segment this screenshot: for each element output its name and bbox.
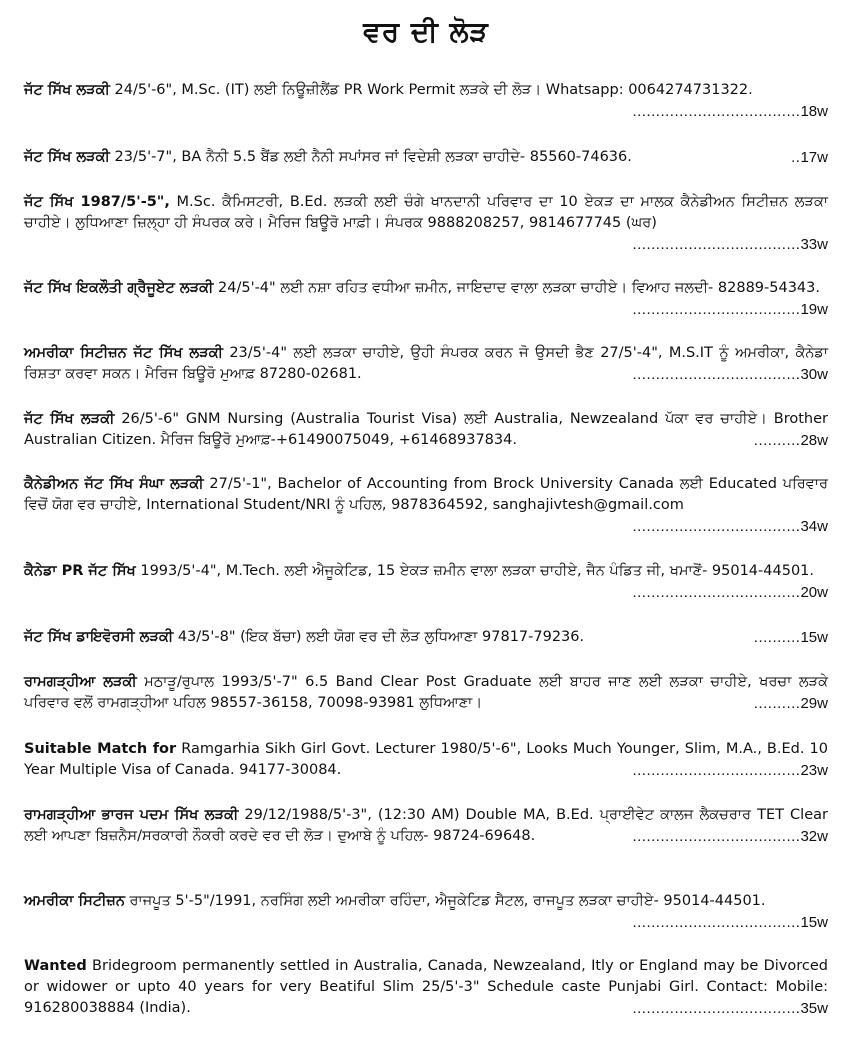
ad-text: 26/5'-6" GNM Nursing (Australia Tourist Visa) ਲਈ Australia, Newzealand ਪੱਕਾ ਵਰ ਚਾਹੀਏ। Brother Australian Citizen. ਮੈਰਿਜ ਬਿਊਰੋ ਮੁਆਫ਼-+61490075049, +61468937834. xyxy=(24,411,828,448)
ad-text: 1993/5'-4", M.Tech. ਲਈ ਐਜੂਕੇਟਿਡ, 15 ਏਕੜ ਜ਼ਮੀਨ ਵਾਲਾ ਲੜਕਾ ਚਾਹੀਏ, ਜੈਨ ਪੰਡਿਤ ਜੀ, ਖਮਾਣੋਂ- 95014-44501. xyxy=(135,563,815,579)
ad-lead: ਜੱਟ ਸਿੱਖ ਲੜਕੀ xyxy=(24,411,115,427)
ad-lead: Wanted xyxy=(24,958,87,974)
ad-code: ..... 33w xyxy=(632,234,828,255)
ad-lead: ਅਮਰੀਕਾ ਸਿਟੀਜ਼ਨ ਜੱਟ ਸਿੱਖ ਲੜਕੀ xyxy=(24,345,223,361)
ad-code: ..... 23w xyxy=(632,760,828,781)
ad-lead: ਜੱਟ ਸਿੱਖ ਲੜਕੀ xyxy=(24,149,110,165)
ad-code: ..... 15w xyxy=(754,627,828,648)
ad-lead: ਜੱਟ ਸਿੱਖ ਡਾਇਵੋਰਸੀ ਲੜਕੀ xyxy=(24,629,174,645)
ad-lead: ਜੱਟ ਸਿੱਖ 1987/5'-5", xyxy=(24,194,170,210)
ad-text: ਮਠਾੜੂ/ਰੁਪਾਲ 1993/5'-7" 6.5 Band Clear Post Graduate ਲਈ ਬਾਹਰ ਜਾਣ ਲਈ ਲੜਕਾ ਚਾਹੀਏ, ਖਰਚਾ ਲੜਕੇ ਪਰਿਵਾਰ ਵਲੋਂ ਰਾਮਗੜ੍ਹੀਆ ਪਹਿਲ 98557-36158, 70098-93981 ਲੁਧਿਆਣਾ। xyxy=(24,674,828,711)
ad-code: ..... 30w xyxy=(632,364,828,385)
ad-13 xyxy=(24,891,828,933)
ad-lead: ਕੈਨੇਡੀਅਨ ਜੱਟ ਸਿੱਖ ਸੰਘਾ ਲੜਕੀ xyxy=(24,476,204,492)
ad-text: 43/5'-8" (ਇਕ ਬੱਚਾ) ਲਈ ਯੋਗ ਵਰ ਦੀ ਲੋੜ ਲੁਧਿਆਣਾ 97817-79236. xyxy=(173,629,585,645)
ad-code: ..... 28w xyxy=(754,430,828,451)
ad-text: 29/12/1988/5'-3", (12:30 AM) Double MA, B.Ed. ਪ੍ਰਾਈਵੇਟ ਕਾਲਜ ਲੈਕਚਰਾਰ TET Clear ਲਈ ਆਪਣਾ ਬਿਜ਼ਨੈਸ/ਸਰਕਾਰੀ ਨੌਕਰੀ ਕਰਦੇ ਵਰ ਦੀ ਲੋੜ। ਦੁਆਬੇ ਨੂੰ ਪਹਿਲ- 98724-69648. xyxy=(24,807,828,844)
ad-text: 27/5'-1", Bachelor of Accounting from Brock University Canada ਲਈ Educated ਪਰਿਵਾਰ ਵਿਚੋਂ ਯੋਗ ਵਰ ਚਾਹੀਏ, International Student/NRI ਨੂੰ ਪਹਿਲ, 9878364592, sanghajivtesh@gmail.com xyxy=(24,476,828,513)
ad-4 xyxy=(24,278,828,320)
ad-7 xyxy=(24,474,828,537)
ad-lead: ਜੱਟ ਸਿੱਖ ਲੜਕੀ xyxy=(24,82,110,98)
ad-8 xyxy=(24,561,828,603)
ad-code: ..... 35w xyxy=(632,998,828,1019)
ad-lead: ਅਮਰੀਕਾ ਸਿਟੀਜ਼ਨ xyxy=(24,893,125,909)
ad-6 xyxy=(24,409,828,451)
ad-text: 24/5'-6", M.Sc. (IT) ਲਈ ਨਿਊਜ਼ੀਲੈਂਡ PR Work Permit ਲੜਕੇ ਦੀ ਲੋੜ। Whatsapp: 0064274731322. xyxy=(109,82,753,98)
ad-code: ..... 15w xyxy=(632,912,828,933)
ad-code: ..... 34w xyxy=(632,516,828,537)
ad-code: ..... 29w xyxy=(754,693,828,714)
ad-code: .. 17w xyxy=(791,147,828,168)
ad-code: ..... 19w xyxy=(632,299,828,320)
ad-14 xyxy=(24,956,828,1019)
ad-9 xyxy=(24,627,828,648)
ad-lead: ਕੈਨੇਡਾ PR ਜੱਟ ਸਿੱਖ xyxy=(24,563,136,579)
ad-text: ਰਾਜਪੂਤ 5'-5"/1991, ਨਰਸਿੰਗ ਲਈ ਅਮਰੀਕਾ ਰਹਿੰਦਾ, ਐਜੂਕੇਟਿਡ ਸੈਟਲ, ਰਾਜਪੂਤ ਲੜਕਾ ਚਾਹੀਏ- 95014-44501. xyxy=(124,893,766,909)
page-title: ਵਰ ਦੀ ਲੋੜ xyxy=(363,15,489,48)
ad-code: ..... 20w xyxy=(632,582,828,603)
ad-lead: ਜੱਟ ਸਿੱਖ ਇਕਲੌਤੀ ਗ੍ਰੈਜੂਏਟ ਲੜਕੀ xyxy=(24,280,214,296)
ad-3 xyxy=(24,192,828,255)
ad-12 xyxy=(24,805,828,847)
ad-text: 23/5'-7", BA ਨੈਨੀ 5.5 ਬੈਂਡ ਲਈ ਨੈਨੀ ਸਪਾਂਸਰ ਜਾਂ ਵਿਦੇਸ਼ੀ ਲੜਕਾ ਚਾਹੀਦੇ- 85560-74636. xyxy=(109,149,632,165)
ad-11 xyxy=(24,739,828,781)
ad-lead: ਰਾਮਗੜ੍ਹੀਆ ਭਾਰਜ ਪਦਮ ਸਿੱਖ ਲੜਕੀ xyxy=(24,807,239,823)
ad-5 xyxy=(24,343,828,385)
ad-text: Bridegroom permanently settled in Australia, Canada, Newzealand, Itly or England may be Divorced or widower or upto 40 years for very Beatiful Slim 25/5'-3" Schedule caste Punjabi Girl. Contact: Mobile: 916280038884 (India). xyxy=(24,958,828,1016)
ad-text: Ramgarhia Sikh Girl Govt. Lecturer 1980/5'-6", Looks Much Younger, Slim, M.A., B.Ed. 10 Year Multiple Visa of Canada. 94177-30084. xyxy=(24,741,828,778)
ad-code: ..... 32w xyxy=(632,826,828,847)
ad-lead: Suitable Match for xyxy=(24,741,177,757)
ad-2 xyxy=(24,147,828,168)
ad-lead: ਰਾਮਗੜ੍ਹੀਆ ਲੜਕੀ xyxy=(24,674,137,690)
ad-1 xyxy=(24,80,828,122)
ad-text: 23/5'-4" ਲਈ ਲੜਕਾ ਚਾਹੀਏ, ਉਹੀ ਸੰਪਰਕ ਕਰਨ ਜੋ ਉਸਦੀ ਭੈਣ 27/5'-4", M.S.IT ਨੂੰ ਅਮਰੀਕਾ, ਕੈਨੇਡਾ ਰਿਸ਼ਤਾ ਕਰਵਾ ਸਕਨ। ਮੈਰਿਜ ਬਿਊਰੋ ਮੁਆਫ਼ 87280-02681. xyxy=(24,345,828,382)
ad-10 xyxy=(24,672,828,714)
ad-text: 24/5'-4" ਲਈ ਨਸ਼ਾ ਰਹਿਤ ਵਧੀਆ ਜ਼ਮੀਨ, ਜਾਇਦਾਦ ਵਾਲਾ ਲੜਕਾ ਚਾਹੀਏ। ਵਿਆਹ ਜਲਦੀ- 82889-54343. xyxy=(213,280,820,296)
ad-code: ..... 18w xyxy=(632,101,828,122)
ad-text: M.Sc. ਕੈਮਿਸਟਰੀ, B.Ed. ਲੜਕੀ ਲਈ ਚੰਗੇ ਖਾਨਦਾਨੀ ਪਰਿਵਾਰ ਦਾ 10 ਏਕੜ ਦਾ ਮਾਲਕ ਕੈਨੇਡੀਅਨ ਸਿਟੀਜ਼ਨ ਲੜਕਾ ਚਾਹੀਏ। ਲੁਧਿਆਣਾ ਜ਼ਿਲ੍ਹਾ ਹੀ ਸੰਪਰਕ ਕਰੇ। ਮੈਰਿਜ ਬਿਊਰੋ ਮਾਫ਼ੀ। ਸੰਪਰਕ 9888208257, 9814677745 (ਘਰ) xyxy=(24,194,829,231)
